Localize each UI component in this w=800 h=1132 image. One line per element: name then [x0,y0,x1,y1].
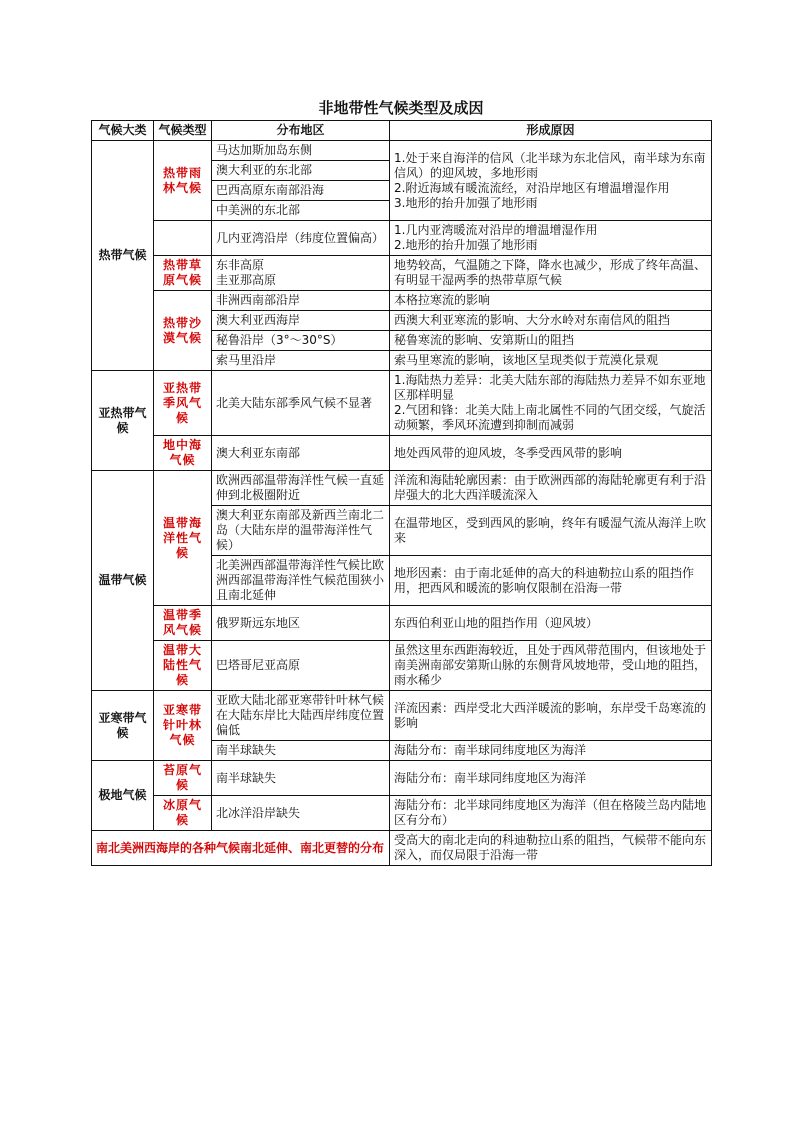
header-cause: 形成原因 [390,121,712,141]
type-mediterranean: 地中海气候 [154,436,212,471]
region-cell: 亚欧大陆北部亚寒带针叶林气候在大陆东岸比大陆西岸纬度位置偏低 [212,691,390,741]
region-cell: 北美大陆东部季风气候不显著 [212,371,390,436]
region-cell: 中美洲的东北部 [212,201,390,221]
region-cell: 巴西高原东南部沿海 [212,181,390,201]
cause-cell: 1.几内亚湾暖流对沿岸的增温增湿作用 2.地形的抬升加强了地形雨 [390,221,712,256]
type-monsoon-subtropical: 亚热带季风气候 [154,371,212,436]
cause-cell: 洋流和海陆轮廓因素：由于欧洲西部的海陆轮廓更有利于沿岸强大的北大西洋暖流深入 [390,471,712,506]
table-row [92,796,712,831]
type-savanna: 热带草原气候 [154,256,212,291]
region-cell: 秘鲁沿岸（3°～30°S） [212,331,390,351]
type-desert: 热带沙漠气候 [154,291,212,371]
group-polar: 极地气候 [92,761,154,831]
cause-cell: 虽然这里东西距海较近，且处于西风带范围内，但该地处于南美洲南部安第斯山脉的东侧背风坡地带，受山地的阻挡，雨水稀少 [390,641,712,691]
region-cell: 澳大利亚东南部及新西兰南北二岛（大陆东岸的温带海洋性气候） [212,506,390,556]
group-temperate: 温带气候 [92,471,154,691]
cause-cell: 洋流因素：西岸受北大西洋暖流的影响，东岸受千岛寒流的影响 [390,691,712,741]
group-subtropical: 亚热带气候 [92,371,154,471]
region-cell: 南半球缺失 [212,741,390,761]
table-row [92,371,712,436]
region-cell: 北美洲西部温带海洋性气候比欧洲西部温带海洋性气候范围狭小且南北延伸 [212,556,390,606]
cause-cell: 海陆分布：北半球同纬度地区为海洋（但在格陵兰岛内陆地区有分布） [390,796,712,831]
type-monsoon-temperate: 温带季风气候 [154,606,212,641]
cause-cell: 海陆分布：南半球同纬度地区为海洋 [390,741,712,761]
type-tundra: 苔原气候 [154,761,212,796]
table-row [92,831,712,866]
table-header-row [92,121,712,141]
region-cell: 巴塔哥尼亚高原 [212,641,390,691]
table-row [92,761,712,796]
cause-cell: 地处西风带的迎风坡，冬季受西风带的影响 [390,436,712,471]
region-cell: 澳大利亚东南部 [212,436,390,471]
header-big-class: 气候大类 [92,121,154,141]
type-rainforest: 热带雨林气候 [154,141,212,221]
type-rainforest-continued [154,221,212,256]
cause-cell: 1.海陆热力差异：北美大陆东部的海陆热力差异不如东亚地区那样明显 2.气团和锋：北美大陆上南北属性不同的气团交绥，气旋活动频繁，季风环流遭到抑制而减弱 [390,371,712,436]
cause-cell: 地势较高，气温随之下降，降水也减少，形成了终年高温、有明显干湿两季的热带草原气候 [390,256,712,291]
region-cell: 南半球缺失 [212,761,390,796]
cause-cell: 地形因素：由于南北延伸的高大的科迪勒拉山系的阻挡作用，把西风和暖流的影响仅限制在沿海一带 [390,556,712,606]
region-cell: 东非高原 圭亚那高原 [212,256,390,291]
cause-cell: 在温带地区，受到西风的影响，终年有暖湿气流从海洋上吹来 [390,506,712,556]
region-cell: 澳大利亚的东北部 [212,161,390,181]
table-row [92,256,712,291]
cause-cell: 本格拉寒流的影响 [390,291,712,311]
type-maritime: 温带海洋性气候 [154,471,212,606]
table-row [92,221,712,256]
summary-right-cell: 受高大的南北走向的科迪勒拉山系的阻挡，气候带不能向东深入，而仅局限于沿海一带 [390,831,712,866]
cause-cell: 秘鲁寒流的影响、安第斯山的阻挡 [390,331,712,351]
group-tropical: 热带气候 [92,141,154,371]
region-cell: 马达加斯加岛东侧 [212,141,390,161]
document-sheet [91,96,711,866]
group-subarctic: 亚寒带气候 [92,691,154,761]
table-row [92,471,712,506]
header-type: 气候类型 [154,121,212,141]
region-cell: 北冰洋沿岸缺失 [212,796,390,831]
climate-table [91,120,712,866]
cause-cell: 1.处于来自海洋的信风（北半球为东北信风，南半球为东南信风）的迎风坡，多地形雨 2.附近海域有暖流流经，对沿岸地区有增温增湿作用 3.地形的抬升加强了地形雨 [390,141,712,221]
cause-cell: 西澳大利亚寒流的影响、大分水岭对东南信风的阻挡 [390,311,712,331]
cause-cell: 索马里寒流的影响，该地区呈现类似于荒漠化景观 [390,351,712,371]
table-row [92,436,712,471]
cause-cell: 东西伯利亚山地的阻挡作用（迎风坡） [390,606,712,641]
table-row [92,691,712,741]
region-cell: 欧洲西部温带海洋性气候一直延伸到北极圈附近 [212,471,390,506]
type-continental: 温带大陆性气候 [154,641,212,691]
type-taiga: 亚寒带针叶林气候 [154,691,212,761]
region-cell: 俄罗斯远东地区 [212,606,390,641]
table-row [92,291,712,311]
header-region: 分布地区 [212,121,390,141]
table-row [92,141,712,161]
region-cell: 几内亚湾沿岸（纬度位置偏高） [212,221,390,256]
region-cell: 索马里沿岸 [212,351,390,371]
table-row [92,606,712,641]
region-cell: 澳大利亚西海岸 [212,311,390,331]
cause-cell: 海陆分布：南半球同纬度地区为海洋 [390,761,712,796]
table-row [92,641,712,691]
document-title: 非地带性气候类型及成因 [318,99,484,117]
type-icecap: 冰原气候 [154,796,212,831]
summary-left-cell: 南北美洲西海岸的各种气候南北延伸、南北更替的分布 [92,831,390,866]
region-cell: 非洲西南部沿岸 [212,291,390,311]
